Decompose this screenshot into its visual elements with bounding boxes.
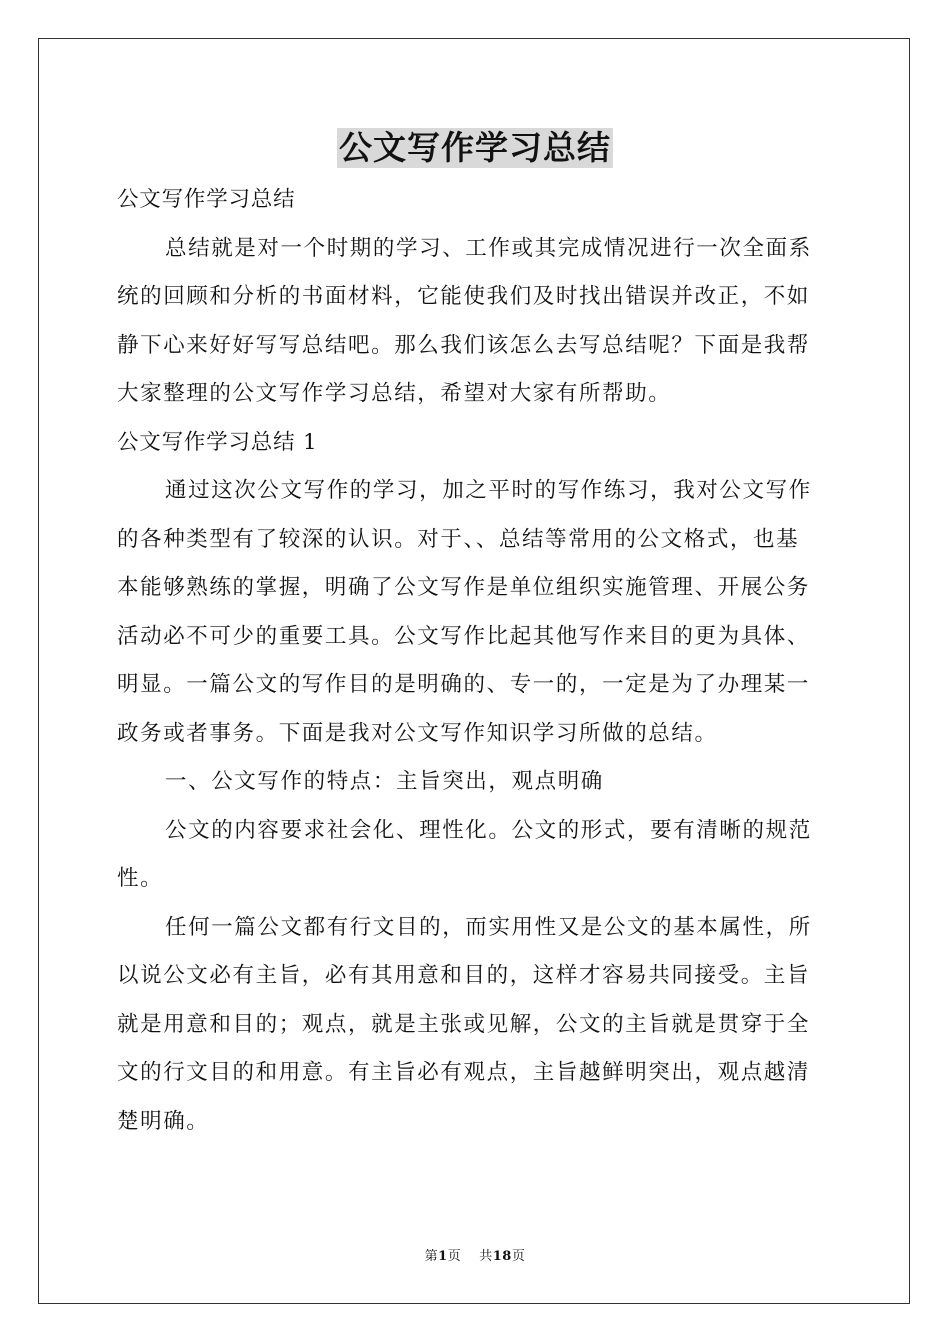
paragraph-line: 政务或者事务。下面是我对公文写作知识学习所做的总结。: [117, 720, 718, 746]
page-suffix: 页: [447, 1249, 462, 1264]
paragraph-line: 的各种类型有了较深的认识。对于、、总结等常用的公文格式，也基: [117, 526, 800, 552]
section-heading: 公文写作学习总结: [117, 187, 296, 212]
document-title: 公文写作学习总结: [339, 128, 611, 167]
page-prefix: 第: [424, 1249, 439, 1264]
document-body: [117, 176, 833, 1146]
title-container: [0, 128, 950, 168]
section-heading: 公文写作学习总结 1: [117, 429, 318, 455]
paragraph-line: 任何一篇公文都有行文目的，而实用性又是公文的基本属性，所: [165, 914, 812, 940]
subsection-heading: 一、公文写作的特点：主旨突出，观点明确: [165, 769, 604, 794]
paragraph-line: 公文的内容要求社会化、理性化。公文的形式，要有清晰的规范: [165, 817, 812, 843]
paragraph-line: 活动必不可少的重要工具。公文写作比起其他写作来目的更为具体、: [117, 623, 811, 649]
paragraph-line: 通过这次公文写作的学习，加之平时的写作练习，我对公文写作: [165, 478, 812, 503]
page-number: 1: [438, 1249, 448, 1264]
paragraph-line: 楚明确。: [117, 1108, 210, 1134]
paragraph-line: 明显。一篇公文的写作目的是明确的、专一的，一定是为了办理某一: [117, 672, 811, 697]
paragraph-line: 本能够熟练的掌握，明确了公文写作是单位组织实施管理、开展公务: [117, 575, 811, 600]
total-pages: 18: [492, 1249, 512, 1264]
total-prefix: 共: [479, 1249, 493, 1264]
total-suffix: 页: [511, 1249, 526, 1264]
paragraph-line: 统的回顾和分析的书面材料，它能使我们及时找出错误并改正，不如: [117, 284, 811, 309]
paragraph-line: 大家整理的公文写作学习总结，希望对大家有所帮助。: [117, 381, 672, 406]
paragraph-line: 就是用意和目的；观点，就是主张或见解，公文的主旨就是贯穿于全: [117, 1011, 811, 1037]
paragraph-line: 以说公文必有主旨，必有其用意和目的，这样才容易共同接受。主旨: [117, 963, 811, 988]
paragraph-line: 总结就是对一个时期的学习、工作或其完成情况进行一次全面系: [165, 235, 812, 261]
paragraph-line: 性。: [117, 866, 164, 891]
page-footer: [0, 1245, 950, 1264]
paragraph-line: 文的行文目的和用意。有主旨必有观点，主旨越鲜明突出，观点越清: [117, 1060, 811, 1085]
paragraph-line: 静下心来好好写写总结吧。那么我们该怎么去写总结呢？下面是我帮: [117, 332, 811, 358]
